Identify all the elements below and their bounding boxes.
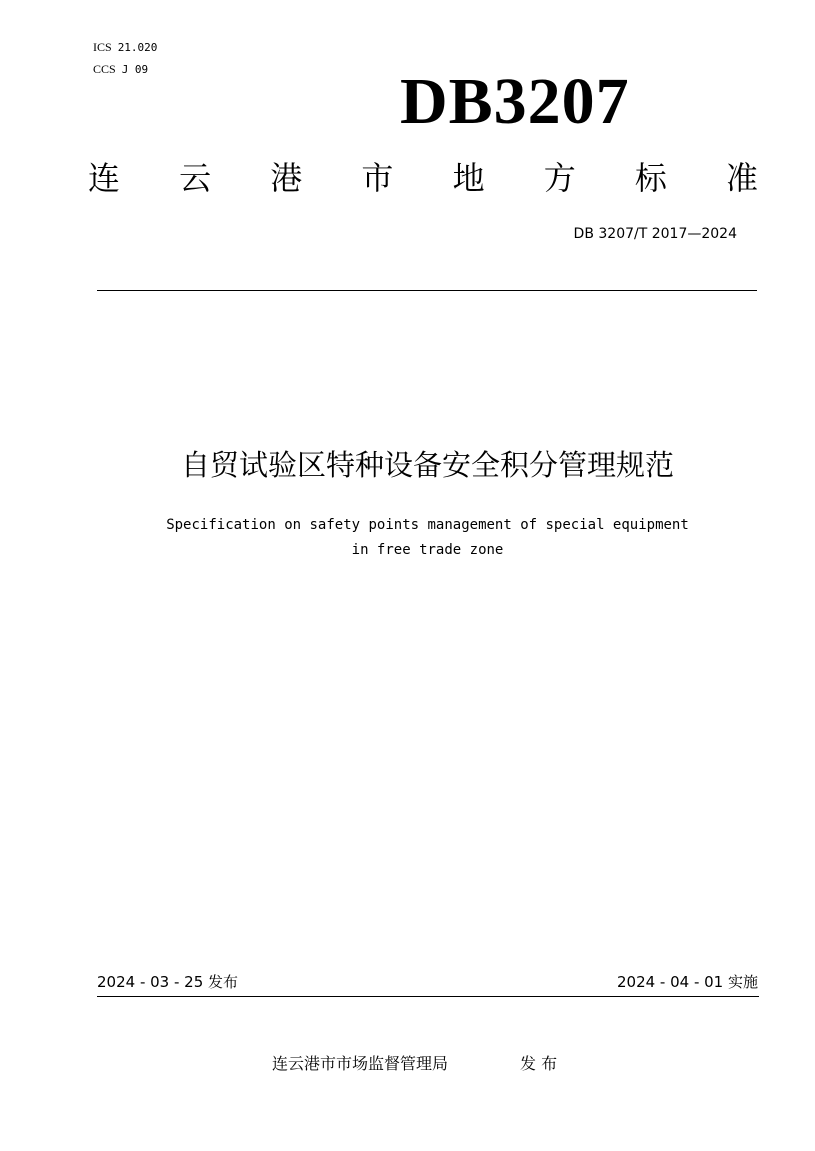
- standard-title-char: 市: [361, 159, 394, 197]
- bottom-divider: [97, 996, 759, 997]
- publish-word: 发 布: [520, 1054, 558, 1073]
- ics-code: [93, 40, 157, 55]
- db-code: DB3207: [400, 65, 630, 138]
- standard-title-char: 地: [452, 159, 485, 197]
- ics-value: 21.020: [117, 41, 158, 54]
- standard-title-char: 标: [634, 159, 667, 197]
- standard-number: DB 3207/T 2017—2024: [573, 226, 737, 242]
- standard-title-char: 准: [725, 159, 758, 197]
- document-title-cn: 自贸试验区特种设备安全积分管理规范: [180, 448, 674, 482]
- standard-title-char: 港: [270, 159, 303, 197]
- ccs-value: J 09: [121, 63, 149, 76]
- issue-date: 2024 - 03 - 25 发布: [97, 973, 239, 991]
- standard-title-char: 连: [88, 159, 121, 197]
- standard-title-char: 方: [543, 159, 576, 197]
- ics-label: ICS: [93, 40, 112, 54]
- ccs-code: [93, 62, 148, 77]
- document-title-en-line2: in free trade zone: [351, 542, 504, 558]
- top-divider: [97, 290, 757, 291]
- document-title-en-line1: Specification on safety points management of special equipment: [166, 517, 689, 533]
- standard-title: [88, 154, 758, 202]
- publisher: 连云港市市场监督管理局: [272, 1054, 449, 1073]
- ccs-label: CCS: [93, 62, 116, 76]
- implementation-date: 2024 - 04 - 01 实施: [616, 973, 758, 991]
- standard-title-char: 云: [179, 159, 212, 197]
